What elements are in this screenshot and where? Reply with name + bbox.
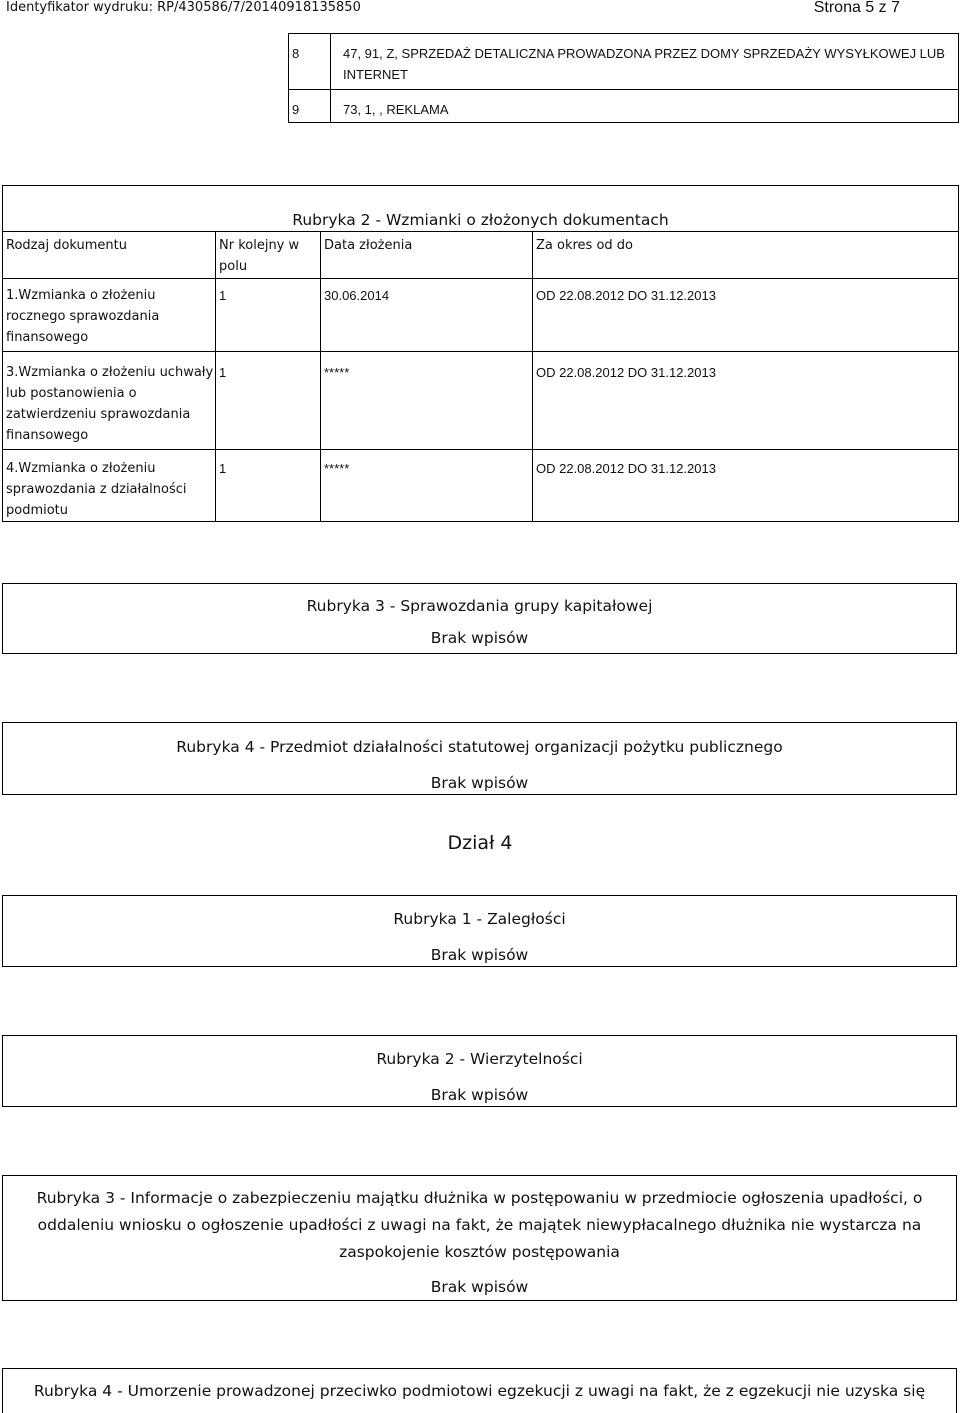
- rubryka-title: Rubryka 1 - Zaległości: [393, 910, 566, 928]
- page-number: Strona 5 z 7: [813, 0, 900, 16]
- rubryka-3-box: [2, 583, 957, 654]
- rubryka-title: Rubryka 4 - Umorzenie prowadzonej przeciwko podmiotowi egzekucji z uwagi na fakt, że z egzekucji nie uzyska się: [33, 1382, 926, 1400]
- document-type-cell: 4.Wzmianka o złożeniu sprawozdania z działalności podmiotu: [3, 450, 216, 522]
- rubryka-2-title: Rubryka 2 - Wzmianki o złożonych dokumentach: [3, 186, 959, 232]
- column-header: Data złożenia: [321, 232, 533, 279]
- sequence-number-cell: 1: [216, 352, 321, 450]
- sequence-number-cell: 1: [216, 279, 321, 352]
- document-type-cell: 3.Wzmianka o złożeniu uchwały lub postanowienia o zatwierdzeniu sprawozdania finansowego: [3, 352, 216, 450]
- column-header: Za okres od do: [533, 232, 959, 279]
- period-cell: OD 22.08.2012 DO 31.12.2013: [533, 352, 959, 450]
- period-cell: OD 22.08.2012 DO 31.12.2013: [533, 279, 959, 352]
- empty-label: Brak wpisów: [430, 946, 529, 964]
- sequence-number-cell: 1: [216, 450, 321, 522]
- period-cell: OD 22.08.2012 DO 31.12.2013: [533, 450, 959, 522]
- rubryka-4-box: [2, 722, 957, 795]
- rubryka-title: Rubryka 2 - Wierzytelności: [376, 1050, 583, 1068]
- empty-label: Brak wpisów: [430, 629, 529, 647]
- table-row: [3, 352, 959, 450]
- table-row: [3, 450, 959, 522]
- empty-label: Brak wpisów: [430, 774, 529, 792]
- document-type-cell: 1.Wzmianka o złożeniu rocznego sprawozdania finansowego: [3, 279, 216, 352]
- print-identifier: Identyfikator wydruku: RP/430586/7/20140918135850: [6, 0, 361, 15]
- empty-label: Brak wpisów: [430, 1278, 529, 1296]
- filing-date-cell: 30.06.2014: [321, 279, 533, 352]
- column-header: Nr kolejny w polu: [216, 232, 321, 279]
- activity-text: 47, 91, Z, SPRZEDAŻ DETALICZNA PROWADZONA PRZEZ DOMY SPRZEDAŻY WYSYŁKOWEJ LUB INTERNET: [331, 34, 959, 90]
- table-header-row: [3, 232, 959, 279]
- rubryka-title: Rubryka 3 - Informacje o zabezpieczeniu majątku dłużnika w postępowaniu w przedmiocie ogłoszenia upadłości, o oddaleniu wniosku o ogłoszenie upadłości z uwagi na fakt, że majątek niewypłacalnego dłużnika nie wystarcza na zaspokojenie kosztów postępowania: [36, 1189, 923, 1261]
- rubryka-title: Rubryka 4 - Przedmiot działalności statutowej organizacji pożytku publicznego: [176, 738, 783, 756]
- filing-date-cell: *****: [321, 352, 533, 450]
- activity-number: 8: [289, 34, 331, 90]
- table-row: [289, 34, 959, 90]
- filing-date-cell: *****: [321, 450, 533, 522]
- dzial-4-rubryka-3-box: [2, 1175, 957, 1301]
- column-header: Rodzaj dokumentu: [3, 232, 216, 279]
- rubryka-title: Rubryka 3 - Sprawozdania grupy kapitałowej: [306, 597, 653, 615]
- empty-label: Brak wpisów: [430, 1086, 529, 1104]
- section-title: Dział 4: [447, 832, 513, 854]
- dzial-4-rubryka-1-box: [2, 895, 957, 967]
- table-row: [3, 279, 959, 352]
- activity-number: 9: [289, 90, 331, 123]
- rubryka-2-table: [2, 185, 959, 522]
- dzial-4-rubryka-4-box: [2, 1368, 957, 1413]
- dzial-4-rubryka-2-box: [2, 1035, 957, 1107]
- activities-table: [288, 33, 959, 123]
- activity-text: 73, 1, , REKLAMA: [331, 90, 959, 123]
- table-row: [289, 90, 959, 123]
